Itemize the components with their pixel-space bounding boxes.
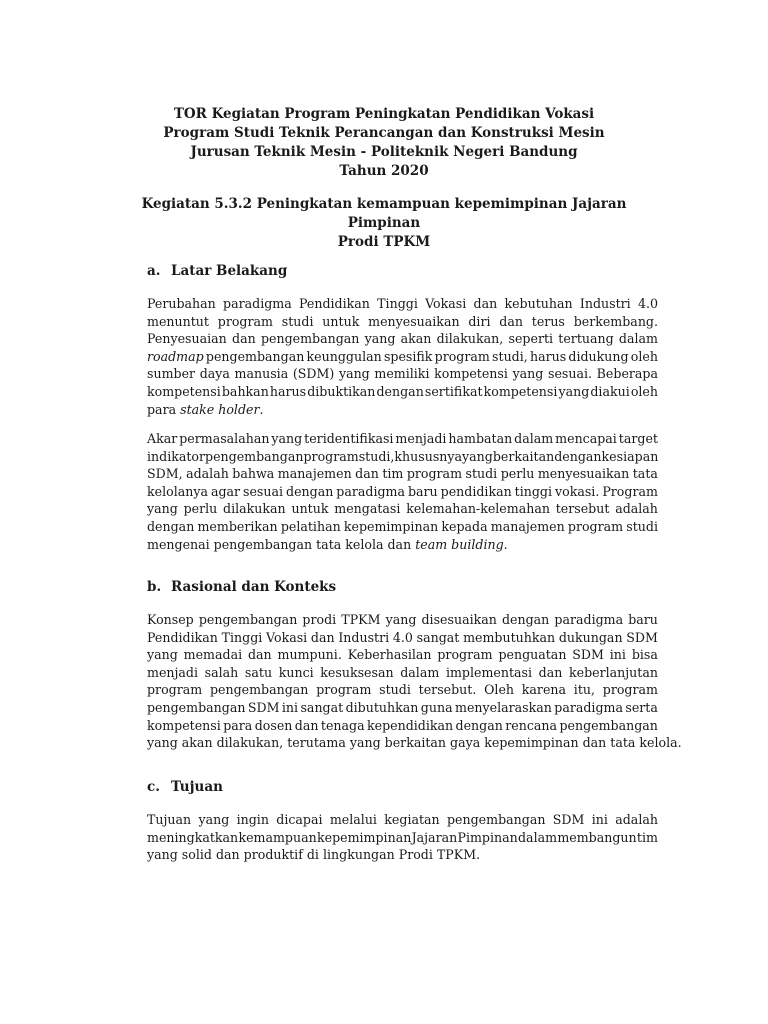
activity-title	[120, 195, 648, 252]
title-line: Tahun 2020	[339, 163, 429, 179]
activity-line: Kegiatan 5.3.2 Peningkatan kemampuan kepemimpinan Jajaran Pimpinan	[141, 196, 627, 231]
section-title: Tujuan	[171, 779, 223, 795]
paragraph-line: kompetensi bahkan harus dibuktikan dengan sertifikat kompetensi yang diakui oleh	[147, 383, 658, 399]
title-line: Program Studi Teknik Perancangan dan Konstruksi Mesin	[163, 125, 605, 141]
document-title	[0, 105, 768, 181]
activity-line: Prodi TPKM	[337, 234, 431, 250]
section-marker: b.	[147, 579, 162, 595]
paragraph-line: SDM, adalah bahwa manajemen dan tim program studi perlu menyesuaikan tata	[147, 466, 658, 482]
paragraph-line: roadmap pengembangan keunggulan spesifik program studi, harus didukung oleh	[147, 348, 658, 364]
paragraph-line: meningkatkan kemampuan kepemimpinan Jajaran Pimpinan dalam membangun tim	[147, 829, 658, 845]
paragraph-line: dengan memberikan pelatihan kepemimpinan kepada manajemen program studi	[147, 518, 658, 534]
paragraph-line: Pendidikan Tinggi Vokasi dan Industri 4.0 sangat membutuhkan dukungan SDM	[147, 629, 658, 645]
section-title: Latar Belakang	[171, 263, 288, 279]
paragraph-line: kompetensi para dosen dan tenaga kependidikan dengan rencana pengembangan	[147, 717, 658, 733]
paragraph	[147, 811, 658, 864]
paragraph-line: Penyesuaian dan pengembangan yang akan dilakukan, seperti tertuang dalam	[147, 331, 658, 347]
section-heading-tujuan	[147, 778, 223, 797]
section-marker: c.	[147, 779, 160, 795]
paragraph-line: Perubahan paradigma Pendidikan Tinggi Vokasi dan kebutuhan Industri 4.0	[147, 296, 658, 311]
paragraph	[147, 430, 658, 553]
paragraph-line: pengembangan SDM ini sangat dibutuhkan guna menyelaraskan paradigma serta	[147, 699, 658, 715]
paragraph-line: yang memadai dan mumpuni. Keberhasilan program penguatan SDM ini bisa	[147, 647, 658, 663]
paragraph-line: program pengembangan program studi tersebut. Oleh karena itu, program	[147, 682, 658, 698]
paragraph	[147, 295, 658, 418]
section-heading-rasional-dan-konteks	[147, 578, 336, 597]
title-line: Jurusan Teknik Mesin - Politeknik Negeri Bandung	[190, 144, 578, 160]
paragraph-line: Akar permasalahan yang teridentifikasi menjadi hambatan dalam mencapai target	[147, 431, 658, 446]
paragraph-line: yang solid dan produktif di lingkungan Prodi TPKM.	[147, 847, 481, 863]
paragraph	[147, 611, 682, 752]
section-title: Rasional dan Konteks	[171, 579, 337, 595]
paragraph-line: sumber daya manusia (SDM) yang memiliki kompetensi yang sesuai. Beberapa	[147, 366, 658, 382]
paragraph-line: menuntut program studi untuk menyesuaikan diri dan terus berkembang.	[147, 313, 658, 329]
title-line: TOR Kegiatan Program Peningkatan Pendidikan Vokasi	[173, 106, 595, 122]
paragraph-line: yang akan dilakukan, terutama yang berkaitan gaya kepemimpinan dan tata kelola.	[147, 735, 682, 751]
paragraph-line: Konsep pengembangan prodi TPKM yang disesuaikan dengan paradigma baru	[147, 612, 658, 627]
paragraph-line: Tujuan yang ingin dicapai melalui kegiatan pengembangan SDM ini adalah	[147, 812, 658, 827]
paragraph-line: kelolanya agar sesuai dengan paradigma baru pendidikan tinggi vokasi. Program	[147, 483, 658, 499]
paragraph-line: para stake holder.	[147, 401, 264, 417]
section-heading-latar-belakang	[147, 262, 287, 281]
paragraph-line: yang perlu dilakukan untuk mengatasi kelemahan-kelemahan tersebut adalah	[147, 501, 658, 517]
paragraph-line: menjadi salah satu kunci kesuksesan dalam implementasi dan keberlanjutan	[147, 664, 658, 680]
paragraph-line: indikator pengembangan program studi, khususnya yang berkaitan dengan kesiapan	[147, 448, 659, 464]
section-marker: a.	[147, 263, 161, 279]
paragraph-line: mengenai pengembangan tata kelola dan team building.	[147, 536, 508, 552]
